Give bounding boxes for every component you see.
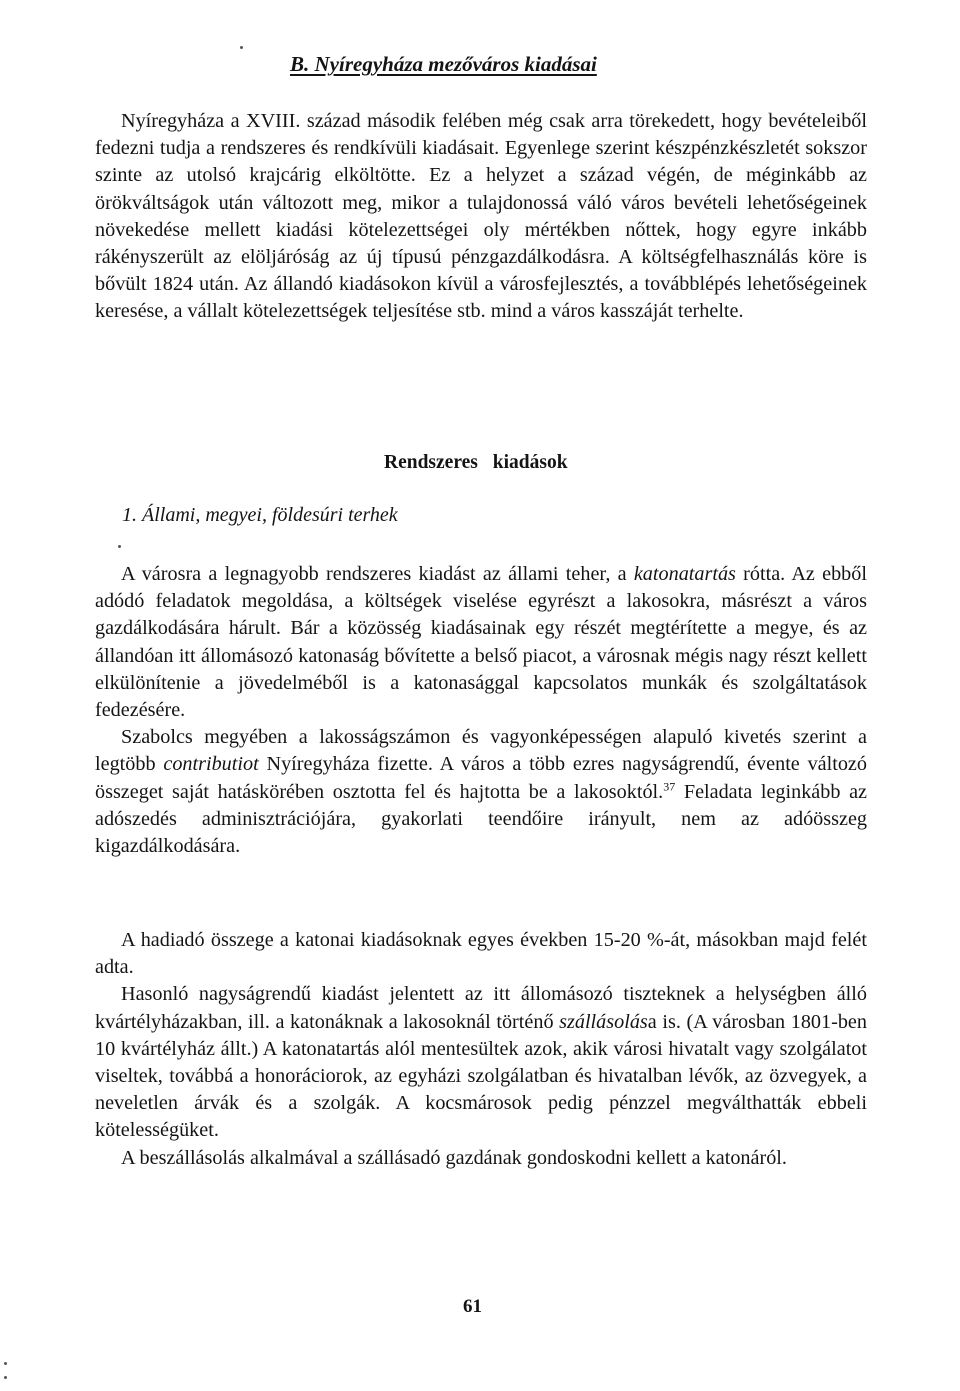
section-title: B. Nyíregyháza mezőváros kiadásai: [290, 52, 597, 76]
main-text-block: [95, 561, 867, 860]
scan-speck: [4, 1376, 7, 1379]
intro-text-block: [95, 108, 867, 326]
scan-speck: [240, 46, 243, 49]
scan-speck: [4, 1362, 7, 1365]
italic-term: contributiot: [163, 753, 259, 776]
paragraph-military-burden: [95, 561, 867, 724]
text-run: Nyíregyháza fizette. A város a több ezres nagyságrendű, évente változó összeget saját hatáskörében osztotta fel és hajtotta be a lakosoktól.: [95, 753, 867, 803]
paragraph-quartering: [95, 981, 867, 1144]
paragraph-war-tax: A hadiadó összege a katonai kiadásoknak egyes években 15-20 %-át, másokban majd felét adta.: [95, 929, 867, 979]
text-run: Feladata leginkább az adószedés adminisztrációjára, gyakorlati teendőire irányult, nem az adóösszeg kigazdálkodására.: [95, 780, 868, 858]
paragraph-billeting: A beszállásolás alkalmával a szállásadó gazdának gondoskodni kellett a katonáról.: [121, 1146, 787, 1169]
footnote-marker: 37: [663, 778, 676, 793]
text-run: a is. (A városban 1801-ben 10 kvártélyház állt.) A katonatartás alól mentesültek azok, akik városi hivatalt vagy szolgálatot viseltek, továbbá a honoráciorok, az egyházi szolgálatban és hivatalban lévők, az özvegyek, a neveletlen árvák és a szolgák. A kocsmárosok pedig pénzzel megválthatták ebbeli kötelességüket.: [95, 1010, 867, 1142]
scan-speck: [118, 545, 121, 548]
subheading-state-burdens: 1. Állami, megyei, földesúri terhek: [122, 504, 398, 526]
paragraph-contribution: [95, 724, 867, 860]
page-number: 61: [463, 1296, 482, 1317]
text-run: A városra a legnagyobb rendszeres kiadást az állami teher, a: [121, 563, 634, 585]
lower-text-block: [95, 927, 867, 1172]
italic-term: szállásolás: [559, 1010, 648, 1033]
text-run: rótta. Az ebből adódó feladatok megoldása, a költségek viselése egyrészt a lakosokra, másrészt a város gazdálkodására hárult. Bár a közösség kiadásainak egy részét megtérítette a megye, és az állandóan itt állomásozó katonaság bővítette a belső piacot, a városnak mégis nagy részt kellett elkülönítenie a jövedelméből is a katonasággal kapcsolatos munkák és szolgáltatások fedezésére.: [95, 563, 867, 722]
text-run: Szabolcs megyében a lakosságszámon és vagyonképességen alapuló kivetés szerint a legtöbb: [95, 726, 867, 776]
text-run: Hasonló nagyságrendű kiadást jelentett az itt állomásozó tiszteknek a helységben álló kvártélyházakban, ill. a katonáknak a lakosoknál történő: [95, 983, 867, 1033]
heading-regular-expenses: Rendszeres kiadások: [384, 452, 568, 473]
italic-term: katonatartás: [633, 563, 736, 585]
intro-paragraph: Nyíregyháza a XVIII. század második felében még csak arra törekedett, hogy bevételeiből fedezni tudja a rendszeres és rendkívüli kiadásait. Egyenlege szerint készpénzkészletét sokszor szinte az utolsó krajcárig elköltötte. Ez a helyzet a század végén, de méginkább az örökváltságok után változott meg, mikor a tulajdonossá váló város bevételi lehetőségeinek növekedése mellett kiadási kötelezettségei oly mértékben nőttek, hogy egyre inkább rákényszerült az elöljáróság az új típusú pénzgazdálkodásra. A költségfelhasználás köre is bővült 1824 után. Az állandó kiadásokon kívül a városfejlesztés, a továbblépés lehetőségeinek keresése, a vállalt kötelezettségek teljesítése stb. mind a város kasszáját terhelte.: [95, 110, 867, 323]
